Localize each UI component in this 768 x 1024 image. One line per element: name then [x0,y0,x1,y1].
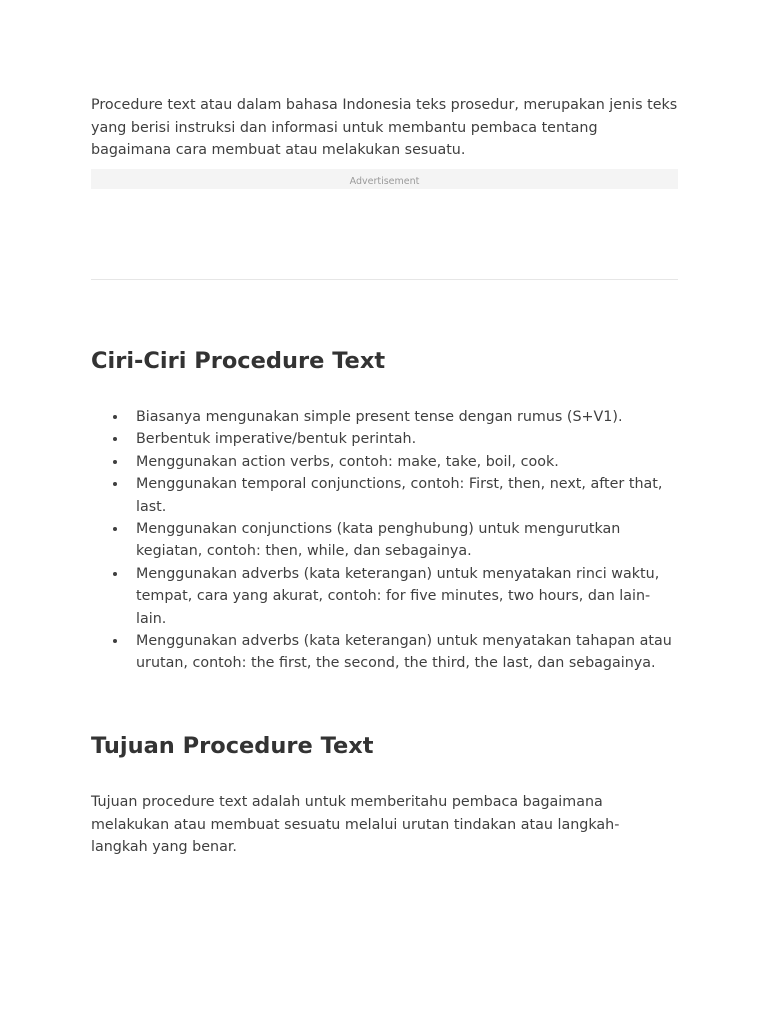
bullet-icon [113,527,117,531]
list-item [136,473,678,518]
list-item-text: Berbentuk imperative/bentuk perintah. [136,431,417,448]
list-item [136,428,678,450]
list-item-text: Menggunakan temporal conjunctions, contoh: First, then, next, after that, last. [136,476,663,515]
advertisement-slot[interactable] [91,169,678,189]
list-item-text: Menggunakan adverbs (kata keterangan) untuk menyatakan rinci waktu, tempat, cara yang akurat, contoh: for five minutes, two hours, dan lain-lain. [136,565,660,627]
list-item-text: Biasanya mengunakan simple present tense dengan rumus (S+V1). [136,409,623,425]
list-item [136,406,678,428]
bullet-icon [113,639,117,643]
advertisement-label: Advertisement [349,176,420,187]
bullet-icon [113,460,117,464]
tujuan-paragraph: Tujuan procedure text adalah untuk memberitahu pembaca bagaimana melakukan atau membuat sesuatu melalui urutan tindakan atau langkah-langkah yang benar. [91,794,620,855]
list-item-text: Menggunakan action verbs, contoh: make, take, boil, cook. [136,453,559,470]
feature-list [91,406,678,675]
section-divider [91,279,678,280]
intro-paragraph: Procedure text atau dalam bahasa Indonesia teks prosedur, merupakan jenis teks yang berisi instruksi dan informasi untuk membantu pembaca tentang bagaimana cara membuat atau melakukan sesuatu. [91,97,678,158]
list-item-text: Menggunakan conjunctions (kata penghubung) untuk mengurutkan kegiatan, contoh: then, while, dan sebagainya. [136,521,621,560]
heading-ciri-ciri: Ciri-Ciri Procedure Text [91,348,386,374]
list-item [136,563,678,630]
list-item [136,630,678,675]
list-item [136,451,678,473]
list-item-text: Menggunakan adverbs (kata keterangan) untuk menyatakan tahapan atau urutan, contoh: the first, the second, the third, the last, dan sebagainya. [136,633,672,672]
list-item [136,518,678,563]
bullet-icon [113,437,117,441]
bullet-icon [113,415,117,419]
bullet-icon [113,572,117,576]
bullet-icon [113,482,117,486]
heading-tujuan: Tujuan Procedure Text [91,733,374,759]
